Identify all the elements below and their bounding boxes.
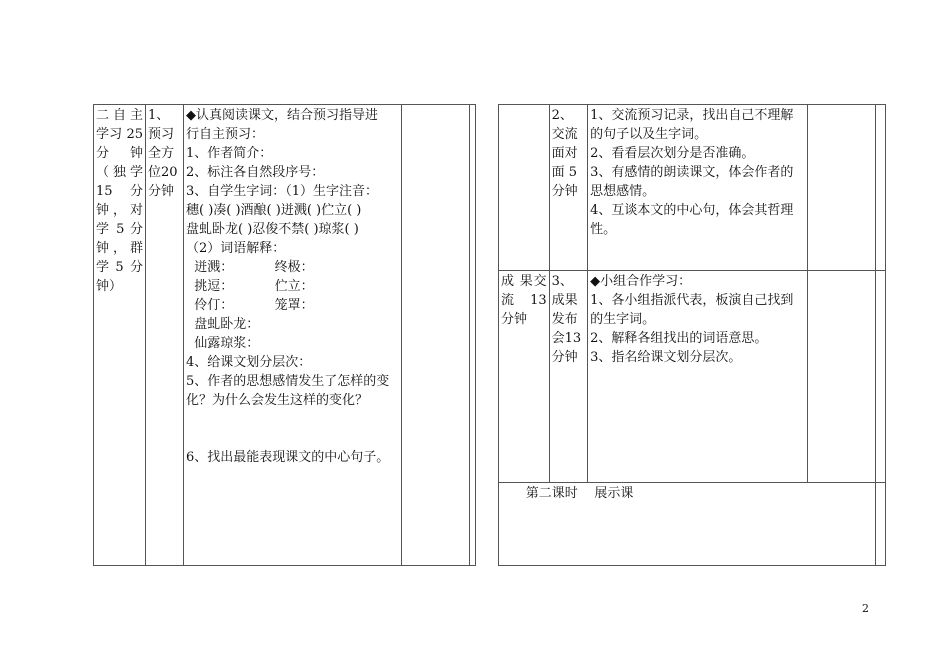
content-lines <box>186 106 399 467</box>
content-line: 2、看看层次划分是否准确。 <box>590 146 755 161</box>
empty-cell <box>470 105 476 566</box>
content-cell <box>588 271 808 483</box>
content-line: 3、自学生字词：（1）生字注音： <box>186 184 379 199</box>
content-line: ◆认真阅读课文，结合预习指导进 <box>186 108 378 123</box>
content-line: 思想感情。 <box>590 184 656 199</box>
content-line: 4、互谈本文的中心句，体会其哲理 <box>590 203 794 218</box>
empty-cell <box>807 271 875 483</box>
content-line: 仙露琼浆： <box>186 336 260 351</box>
step-label-cell <box>549 105 587 271</box>
content-line: 的生字词。 <box>590 312 656 327</box>
content-line: 行自主预习： <box>186 127 265 142</box>
content-line: 1、作者简介： <box>186 146 273 161</box>
content-line: 2、标注各自然段序号： <box>186 165 325 180</box>
content-line: 4、给课文划分层次： <box>186 355 312 370</box>
content-line: 5、作者的思想感情发生了怎样的变 <box>186 374 390 389</box>
empty-cell <box>875 271 885 483</box>
content-line: 盘虬卧龙( )忍俊不禁( )琼浆( ) <box>186 222 359 237</box>
content-line: 1、各小组指派代表，板演自己找到 <box>590 293 794 308</box>
content-line: （2）词语解释： <box>186 241 286 256</box>
content-line <box>186 410 399 429</box>
page-number: 2 <box>862 602 869 615</box>
stage-label-cell <box>499 105 550 271</box>
content-line: 的句子以及生字词。 <box>590 127 708 142</box>
step-label-cell <box>146 105 184 566</box>
content-cell <box>588 105 808 271</box>
left-table <box>93 104 476 566</box>
content-line: 性。 <box>590 222 617 237</box>
content-line: 2、解释各组找出的词语意思。 <box>590 331 768 346</box>
stage-label: 二自主 学习 25 分 钟（独学 15 分钟，对学 5 分钟，群学5分钟） <box>96 108 143 294</box>
content-line: 3、有感情的朗读课文，体会作者的 <box>590 165 794 180</box>
content-line: 穗( )凑( )酒酿( )迸溅( )伫立( ) <box>186 203 362 218</box>
empty-cell <box>807 105 875 271</box>
empty-cell <box>875 483 885 566</box>
content-line: ◆小组合作学习： <box>590 274 692 289</box>
step-label: 2、交流面对面 5 分钟 <box>551 108 578 199</box>
content-line: 伶仃： 笼罩： <box>186 298 314 313</box>
step-label-cell <box>549 271 587 483</box>
content-lines <box>590 272 805 367</box>
content-line: 化？为什么会发生这样的变化？ <box>186 393 369 408</box>
content-line: 迸溅： 终极： <box>186 260 314 275</box>
step-label: 1、预习全方位20分钟 <box>148 108 178 199</box>
content-lines <box>590 106 805 239</box>
step-label: 3、成果发布会13分钟 <box>551 274 582 365</box>
content-line <box>186 429 399 448</box>
stage-label-cell <box>499 271 550 483</box>
empty-cell <box>402 105 470 566</box>
stage-label-cell <box>94 105 146 566</box>
content-line: 1、交流预习记录，找出自己不理解 <box>590 108 794 123</box>
empty-cell <box>875 105 885 271</box>
content-cell <box>184 105 402 566</box>
content-line: 挑逗： 伫立： <box>186 279 314 294</box>
content-line: 盘虬卧龙： <box>186 317 260 332</box>
right-table <box>498 104 886 566</box>
lesson-period-label: 第二课时 展示课 <box>499 483 876 566</box>
content-line: 6、找出最能表现课文的中心句子。 <box>186 450 390 465</box>
stage-label: 成 果交 流13 分钟 <box>501 274 547 327</box>
content-line: 3、指名给课文划分层次。 <box>590 350 742 365</box>
